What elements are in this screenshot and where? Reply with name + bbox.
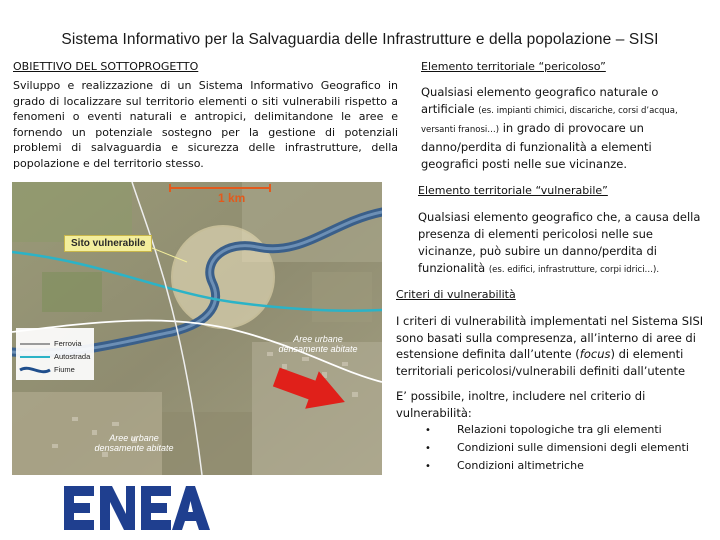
scale-label: 1 km xyxy=(218,191,246,205)
criteria-note: E’ possibile, inoltre, includere nel criterio di vulnerabilità: xyxy=(396,389,646,420)
dangerous-examples: (es. impianti chimici, discariche, corsi d’acqua, versanti franosi…) xyxy=(421,106,678,135)
list-item: • Condizioni sulle dimensioni degli elementi xyxy=(425,439,689,457)
bullet-icon: • xyxy=(425,425,431,436)
dangerous-definition xyxy=(421,84,696,173)
bullet-icon: • xyxy=(425,443,431,454)
legend-highway: Autostrada xyxy=(54,352,91,361)
dangerous-text-a: Qualsiasi elemento geografico naturale o artificiale xyxy=(421,85,659,116)
dangerous-text-b: in grado di provocare un danno/perdita di funzionalità a elementi geografici posti nelle sue vicinanze. xyxy=(421,121,652,171)
list-item: • Condizioni altimetriche xyxy=(425,457,689,475)
legend-railway: Ferrovia xyxy=(54,339,82,348)
vulnerable-text-a: Qualsiasi elemento geografico che, a causa della presenza di elementi pericolosi nelle sue vicinanze, può subire un danno/perdita di funzionalità xyxy=(418,210,701,275)
vulnerable-definition xyxy=(418,209,703,279)
dangerous-heading: Elemento territoriale “pericoloso” xyxy=(421,60,606,73)
map-graphic xyxy=(12,182,382,475)
criteria-heading: Criteri di vulnerabilità xyxy=(396,288,516,301)
vulnerable-examples: (es. edifici, infrastrutture, corpi idrici…). xyxy=(488,265,660,275)
criteria-paragraph xyxy=(396,313,704,379)
urban-area-label: Aree urbane densamente abitate xyxy=(94,433,174,453)
satellite-map xyxy=(12,182,382,475)
enea-logo xyxy=(64,486,210,530)
page-title: Sistema Informativo per la Salvaguardia delle Infrastrutture e della popolazione – SISI xyxy=(61,31,659,48)
legend-river: Fiume xyxy=(54,365,75,374)
vulnerable-heading: Elemento territoriale “vulnerabile” xyxy=(418,184,608,197)
list-item: • Relazioni topologiche tra gli elementi xyxy=(425,421,689,439)
bullet-icon: • xyxy=(425,461,431,472)
criteria-focus: focus xyxy=(579,347,611,361)
criteria-text-a: I criteri di vulnerabilità implementati nel Sistema SISI sono basati sulla compresenza, all’interno di aree di estensione definita dall’utente ( xyxy=(396,314,704,361)
objective-paragraph: Sviluppo e realizzazione di un Sistema Informativo Geografico in grado di localizzare sul territorio elementi o siti vulnerabili rispetto a fenomeni o eventi naturali e antropici, delimitandone le aree e fornendo un potenziale sostegno per la gestione di potenziali problemi di salvaguardia e sicurezza delle infrastrutture, della popolazione e del territorio stesso. xyxy=(13,79,398,170)
vulnerable-site-label: Sito vulnerabile xyxy=(64,235,152,252)
objective-heading: OBIETTIVO DEL SOTTOPROGETTO xyxy=(13,60,199,73)
criteria-text-b: ) di elementi territoriali pericolosi/vulnerabili definiti dall’utente xyxy=(396,347,686,378)
urban-area-label: Aree urbane densamente abitate xyxy=(278,334,358,354)
criteria-list xyxy=(425,421,689,475)
